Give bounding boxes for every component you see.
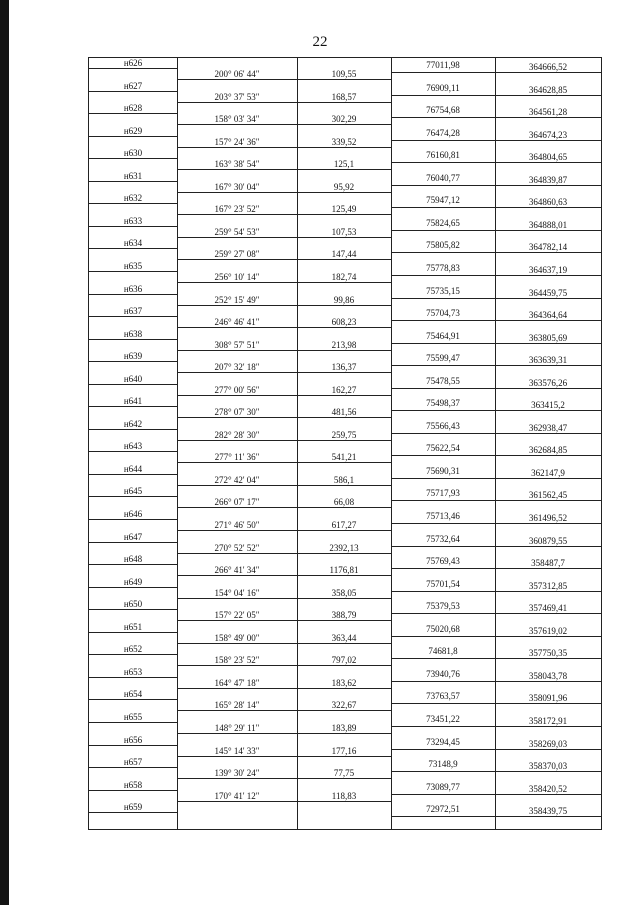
- x-coordinate: 75717,93: [426, 488, 460, 499]
- row-rule: [177, 350, 391, 351]
- row-rule: [89, 384, 177, 385]
- distance-value: 107,53: [331, 226, 357, 237]
- row-rule: [89, 429, 177, 430]
- bearing-angle: 272° 42' 04": [214, 474, 260, 485]
- row-rule: [177, 688, 391, 689]
- y-coordinate: 363639,31: [528, 355, 568, 366]
- x-coordinate: 76909,11: [426, 82, 460, 93]
- point-label: н635: [123, 261, 143, 271]
- distance-value: 322,67: [331, 700, 357, 711]
- row-rule: [89, 609, 177, 610]
- y-coordinate: 364804,65: [528, 152, 568, 163]
- distance-value: 302,29: [331, 114, 357, 125]
- y-coordinate: 364637,19: [528, 265, 568, 275]
- row-rule: [391, 726, 601, 727]
- x-coordinate: 73294,45: [426, 736, 460, 747]
- bearing-angle: 139° 30' 24": [214, 768, 260, 779]
- y-coordinate: 364666,52: [528, 62, 568, 72]
- row-rule: [391, 546, 601, 547]
- x-coordinate: 75947,12: [426, 195, 460, 206]
- distance-value: 608,23: [331, 317, 357, 328]
- row-rule: [89, 519, 177, 520]
- x-coordinate: 75704,73: [426, 308, 460, 319]
- row-rule: [177, 417, 391, 418]
- row-rule: [391, 117, 601, 118]
- bearing-angle: 266° 07' 17": [214, 497, 260, 508]
- row-rule: [89, 271, 177, 272]
- row-rule: [391, 298, 601, 299]
- row-rule: [391, 275, 601, 276]
- row-rule: [391, 433, 601, 434]
- point-label: н642: [123, 418, 143, 429]
- distance-value: 797,02: [331, 655, 357, 666]
- distance-value: 339,52: [331, 136, 357, 147]
- point-label: н652: [123, 644, 143, 655]
- point-label: н627: [123, 80, 143, 91]
- distance-value: 363,44: [331, 632, 357, 643]
- y-coordinate: 363805,69: [528, 332, 568, 343]
- point-label: н634: [123, 238, 143, 249]
- row-rule: [89, 248, 177, 249]
- y-coordinate: 361562,45: [528, 490, 568, 501]
- row-rule: [177, 530, 391, 531]
- distance-value: 125,1: [333, 159, 355, 170]
- row-rule: [177, 710, 391, 711]
- y-coordinate: 364888,01: [528, 219, 568, 230]
- row-rule: [177, 756, 391, 757]
- bearing-angle: 266° 41' 34": [214, 565, 260, 576]
- point-label: н651: [123, 621, 143, 632]
- x-coordinate: 75701,54: [426, 578, 460, 589]
- bearing-angle: 170° 41' 12": [214, 790, 260, 801]
- distance-value: 77,75: [333, 768, 355, 779]
- y-coordinate: 364860,63: [528, 197, 568, 208]
- row-rule: [89, 316, 177, 317]
- bearing-angle: 154° 04' 16": [214, 587, 260, 598]
- row-rule: [89, 68, 177, 69]
- point-label: н643: [123, 441, 143, 452]
- bearing-angle: 252° 15' 49": [214, 294, 260, 305]
- distance-value: 388,79: [331, 610, 357, 621]
- distance-value: 182,74: [331, 272, 357, 282]
- row-rule: [177, 620, 391, 621]
- x-coordinate: 75778,83: [426, 263, 460, 273]
- row-rule: [177, 147, 391, 148]
- row-rule: [89, 158, 177, 159]
- row-rule: [391, 410, 601, 411]
- row-rule: [391, 252, 601, 253]
- y-coordinate: 364782,14: [528, 242, 568, 253]
- distance-value: 162,27: [331, 384, 357, 395]
- x-coordinate: 73451,22: [426, 714, 460, 724]
- y-coordinate: 363576,26: [528, 377, 568, 388]
- y-coordinate: 358439,75: [528, 806, 568, 817]
- y-coordinate: 362938,47: [528, 422, 568, 433]
- row-rule: [89, 181, 177, 182]
- row-rule: [89, 451, 177, 452]
- point-label: н636: [123, 283, 143, 294]
- row-rule: [177, 485, 391, 486]
- row-rule: [391, 162, 601, 163]
- row-rule: [391, 794, 601, 795]
- row-rule: [391, 320, 601, 321]
- row-rule: [177, 102, 391, 103]
- x-coordinate: 74681,8: [428, 646, 458, 657]
- distance-value: 125,49: [331, 204, 357, 215]
- y-coordinate: 362147,9: [531, 467, 565, 478]
- row-rule: [391, 613, 601, 614]
- bearing-angle: 277° 00' 56": [214, 384, 260, 395]
- x-coordinate: 73148,9: [428, 759, 458, 770]
- row-rule: [177, 124, 391, 125]
- x-coordinate: 73763,57: [426, 691, 460, 702]
- point-label: н629: [123, 125, 143, 136]
- y-coordinate: 360879,55: [528, 535, 568, 546]
- point-label: н639: [123, 351, 143, 362]
- x-coordinate: 75732,64: [426, 533, 460, 544]
- point-label: н633: [123, 215, 143, 226]
- distance-value: 183,62: [331, 677, 357, 688]
- row-rule: [89, 203, 177, 204]
- row-rule: [391, 591, 601, 592]
- row-rule: [89, 699, 177, 700]
- x-coordinate: 75824,65: [426, 217, 460, 228]
- x-coordinate: 75464,91: [426, 330, 460, 341]
- x-coordinate: 75599,47: [426, 353, 460, 364]
- x-coordinate: 75713,46: [426, 511, 460, 521]
- row-rule: [391, 455, 601, 456]
- row-rule: [89, 587, 177, 588]
- coordinates-table: [88, 57, 602, 830]
- y-coordinate: 357312,85: [528, 580, 568, 591]
- bearing-angle: 207° 32' 18": [214, 362, 260, 373]
- distance-value: 183,89: [331, 723, 357, 733]
- y-coordinate: 357750,35: [528, 648, 568, 659]
- distance-value: 136,37: [331, 362, 357, 373]
- column-divider: [297, 58, 298, 829]
- row-rule: [391, 636, 601, 637]
- row-rule: [89, 474, 177, 475]
- point-label: н653: [123, 666, 143, 677]
- row-rule: [177, 237, 391, 238]
- row-rule: [177, 214, 391, 215]
- distance-value: 2392,13: [329, 542, 359, 553]
- point-label: н646: [123, 509, 143, 519]
- x-coordinate: 75690,31: [426, 465, 460, 476]
- row-rule: [177, 801, 391, 802]
- x-coordinate: 77011,98: [426, 60, 460, 70]
- row-rule: [89, 542, 177, 543]
- row-rule: [391, 523, 601, 524]
- y-coordinate: 358269,03: [528, 738, 568, 749]
- row-rule: [89, 677, 177, 678]
- bearing-angle: 270° 52' 52": [214, 542, 260, 553]
- x-coordinate: 75805,82: [426, 240, 460, 251]
- y-coordinate: 364459,75: [528, 287, 568, 298]
- y-coordinate: 358043,78: [528, 670, 568, 681]
- point-label: н655: [123, 712, 143, 722]
- row-rule: [177, 733, 391, 734]
- row-rule: [89, 767, 177, 768]
- row-rule: [89, 564, 177, 565]
- point-label: н648: [123, 554, 143, 565]
- distance-value: 586,1: [333, 474, 355, 485]
- distance-value: 118,83: [331, 790, 357, 801]
- distance-value: 481,56: [331, 407, 357, 418]
- point-label: н649: [123, 576, 143, 587]
- x-coordinate: 73089,77: [426, 781, 460, 792]
- point-label: н626: [123, 58, 143, 68]
- bearing-angle: 256° 10' 14": [214, 272, 260, 282]
- row-rule: [391, 568, 601, 569]
- row-rule: [177, 778, 391, 779]
- row-rule: [391, 207, 601, 208]
- point-label: н630: [123, 148, 143, 159]
- row-rule: [391, 658, 601, 659]
- row-rule: [89, 790, 177, 791]
- point-label: н658: [123, 779, 143, 790]
- row-rule: [89, 654, 177, 655]
- x-coordinate: 75498,37: [426, 398, 460, 409]
- row-rule: [177, 79, 391, 80]
- column-divider: [495, 58, 496, 829]
- distance-value: 617,27: [331, 520, 357, 530]
- x-coordinate: 72972,51: [426, 804, 460, 815]
- y-coordinate: 364839,87: [528, 174, 568, 185]
- row-rule: [89, 722, 177, 723]
- x-coordinate: 76474,28: [426, 127, 460, 138]
- row-rule: [177, 372, 391, 373]
- y-coordinate: 358420,52: [528, 783, 568, 794]
- distance-value: 358,05: [331, 587, 357, 598]
- distance-value: 147,44: [331, 249, 357, 260]
- distance-value: 177,16: [331, 745, 357, 756]
- row-rule: [89, 745, 177, 746]
- y-coordinate: 364674,23: [528, 129, 568, 140]
- point-label: н654: [123, 689, 143, 700]
- y-coordinate: 364628,85: [528, 84, 568, 95]
- point-label: н638: [123, 328, 143, 339]
- row-rule: [391, 343, 601, 344]
- page-number: 22: [312, 34, 328, 50]
- point-label: н631: [123, 170, 143, 181]
- point-label: н632: [123, 193, 143, 204]
- distance-value: 99,86: [333, 294, 355, 305]
- point-label: н628: [123, 103, 143, 114]
- row-rule: [177, 395, 391, 396]
- y-coordinate: 364364,64: [528, 310, 568, 321]
- row-rule: [177, 259, 391, 260]
- row-rule: [177, 598, 391, 599]
- bearing-angle: 282° 28' 30": [214, 429, 260, 440]
- distance-value: 541,21: [331, 452, 357, 463]
- row-rule: [177, 282, 391, 283]
- row-rule: [391, 703, 601, 704]
- x-coordinate: 75020,68: [426, 623, 460, 634]
- row-rule: [89, 339, 177, 340]
- row-rule: [391, 478, 601, 479]
- row-rule: [89, 113, 177, 114]
- row-rule: [391, 681, 601, 682]
- distance-value: 213,98: [331, 339, 357, 350]
- x-coordinate: 75566,43: [426, 420, 460, 431]
- bearing-angle: 277° 11' 36": [214, 452, 260, 463]
- row-rule: [391, 771, 601, 772]
- bearing-angle: 163° 38' 54": [214, 159, 260, 170]
- distance-value: 259,75: [331, 429, 357, 440]
- row-rule: [391, 500, 601, 501]
- row-rule: [89, 406, 177, 407]
- column-divider: [177, 58, 178, 829]
- row-rule: [177, 462, 391, 463]
- point-label: н656: [123, 734, 143, 745]
- row-rule: [177, 507, 391, 508]
- bearing-angle: 203° 37' 53": [214, 91, 260, 102]
- bearing-angle: 157° 24' 36": [214, 136, 260, 147]
- point-label: н637: [123, 306, 143, 317]
- bearing-angle: 157° 22' 05": [214, 610, 260, 621]
- x-coordinate: 76160,81: [426, 150, 460, 161]
- bearing-angle: 200° 06' 44": [214, 69, 260, 79]
- distance-value: 66,08: [333, 497, 355, 508]
- x-coordinate: 75735,15: [426, 285, 460, 296]
- distance-value: 95,92: [333, 181, 355, 192]
- bearing-angle: 165° 28' 14": [214, 700, 260, 711]
- row-rule: [89, 496, 177, 497]
- row-rule: [89, 136, 177, 137]
- row-rule: [391, 72, 601, 73]
- distance-value: 168,57: [331, 91, 357, 102]
- bearing-angle: 167° 30' 04": [214, 181, 260, 192]
- x-coordinate: 75769,43: [426, 556, 460, 567]
- bearing-angle: 158° 49' 00": [214, 632, 260, 643]
- row-rule: [391, 365, 601, 366]
- y-coordinate: 357619,02: [528, 625, 568, 636]
- y-coordinate: 362684,85: [528, 445, 568, 456]
- row-rule: [391, 230, 601, 231]
- binding-edge: [0, 0, 9, 905]
- point-label: н641: [123, 396, 143, 407]
- point-label: н644: [123, 463, 143, 474]
- y-coordinate: 358370,03: [528, 761, 568, 772]
- row-rule: [177, 665, 391, 666]
- x-coordinate: 75478,55: [426, 375, 460, 386]
- y-coordinate: 361496,52: [528, 513, 568, 523]
- row-rule: [89, 632, 177, 633]
- row-rule: [391, 140, 601, 141]
- row-rule: [177, 192, 391, 193]
- y-coordinate: 363415,2: [531, 400, 565, 411]
- bearing-angle: 259° 54' 53": [214, 226, 260, 237]
- row-rule: [177, 575, 391, 576]
- bearing-angle: 158° 23' 52": [214, 655, 260, 666]
- row-rule: [391, 95, 601, 96]
- distance-value: 109,55: [331, 69, 357, 79]
- row-rule: [89, 361, 177, 362]
- y-coordinate: 358091,96: [528, 693, 568, 704]
- row-rule: [177, 327, 391, 328]
- row-rule: [89, 91, 177, 92]
- point-label: н640: [123, 373, 143, 384]
- row-rule: [177, 440, 391, 441]
- bearing-angle: 308° 57' 51": [214, 339, 260, 350]
- x-coordinate: 75379,53: [426, 601, 460, 612]
- row-rule: [177, 643, 391, 644]
- point-label: н657: [123, 757, 143, 768]
- row-rule: [391, 749, 601, 750]
- x-coordinate: 75622,54: [426, 443, 460, 454]
- bearing-angle: 158° 03' 34": [214, 114, 260, 125]
- bearing-angle: 246° 46' 41": [214, 317, 260, 328]
- y-coordinate: 358487,7: [531, 558, 565, 569]
- row-rule: [177, 169, 391, 170]
- row-rule: [391, 816, 601, 817]
- bearing-angle: 271° 46' 50": [214, 520, 260, 530]
- row-rule: [391, 388, 601, 389]
- bearing-angle: 145° 14' 33": [214, 745, 260, 756]
- y-coordinate: 358172,91: [528, 716, 568, 726]
- bearing-angle: 148° 29' 11": [214, 723, 260, 733]
- x-coordinate: 76754,68: [426, 105, 460, 116]
- row-rule: [89, 812, 177, 813]
- point-label: н647: [123, 531, 143, 542]
- point-label: н650: [123, 599, 143, 610]
- y-coordinate: 364561,28: [528, 107, 568, 118]
- point-label: н659: [123, 802, 143, 813]
- point-label: н645: [123, 486, 143, 497]
- x-coordinate: 76040,77: [426, 172, 460, 183]
- x-coordinate: 73940,76: [426, 668, 460, 679]
- bearing-angle: 167° 23' 52": [214, 204, 260, 215]
- row-rule: [391, 185, 601, 186]
- bearing-angle: 164° 47' 18": [214, 677, 260, 688]
- y-coordinate: 357469,41: [528, 603, 568, 614]
- row-rule: [177, 553, 391, 554]
- row-rule: [89, 226, 177, 227]
- bearing-angle: 278° 07' 30": [214, 407, 260, 418]
- row-rule: [89, 294, 177, 295]
- bearing-angle: 259° 27' 08": [214, 249, 260, 260]
- distance-value: 1176,81: [329, 565, 359, 576]
- row-rule: [177, 305, 391, 306]
